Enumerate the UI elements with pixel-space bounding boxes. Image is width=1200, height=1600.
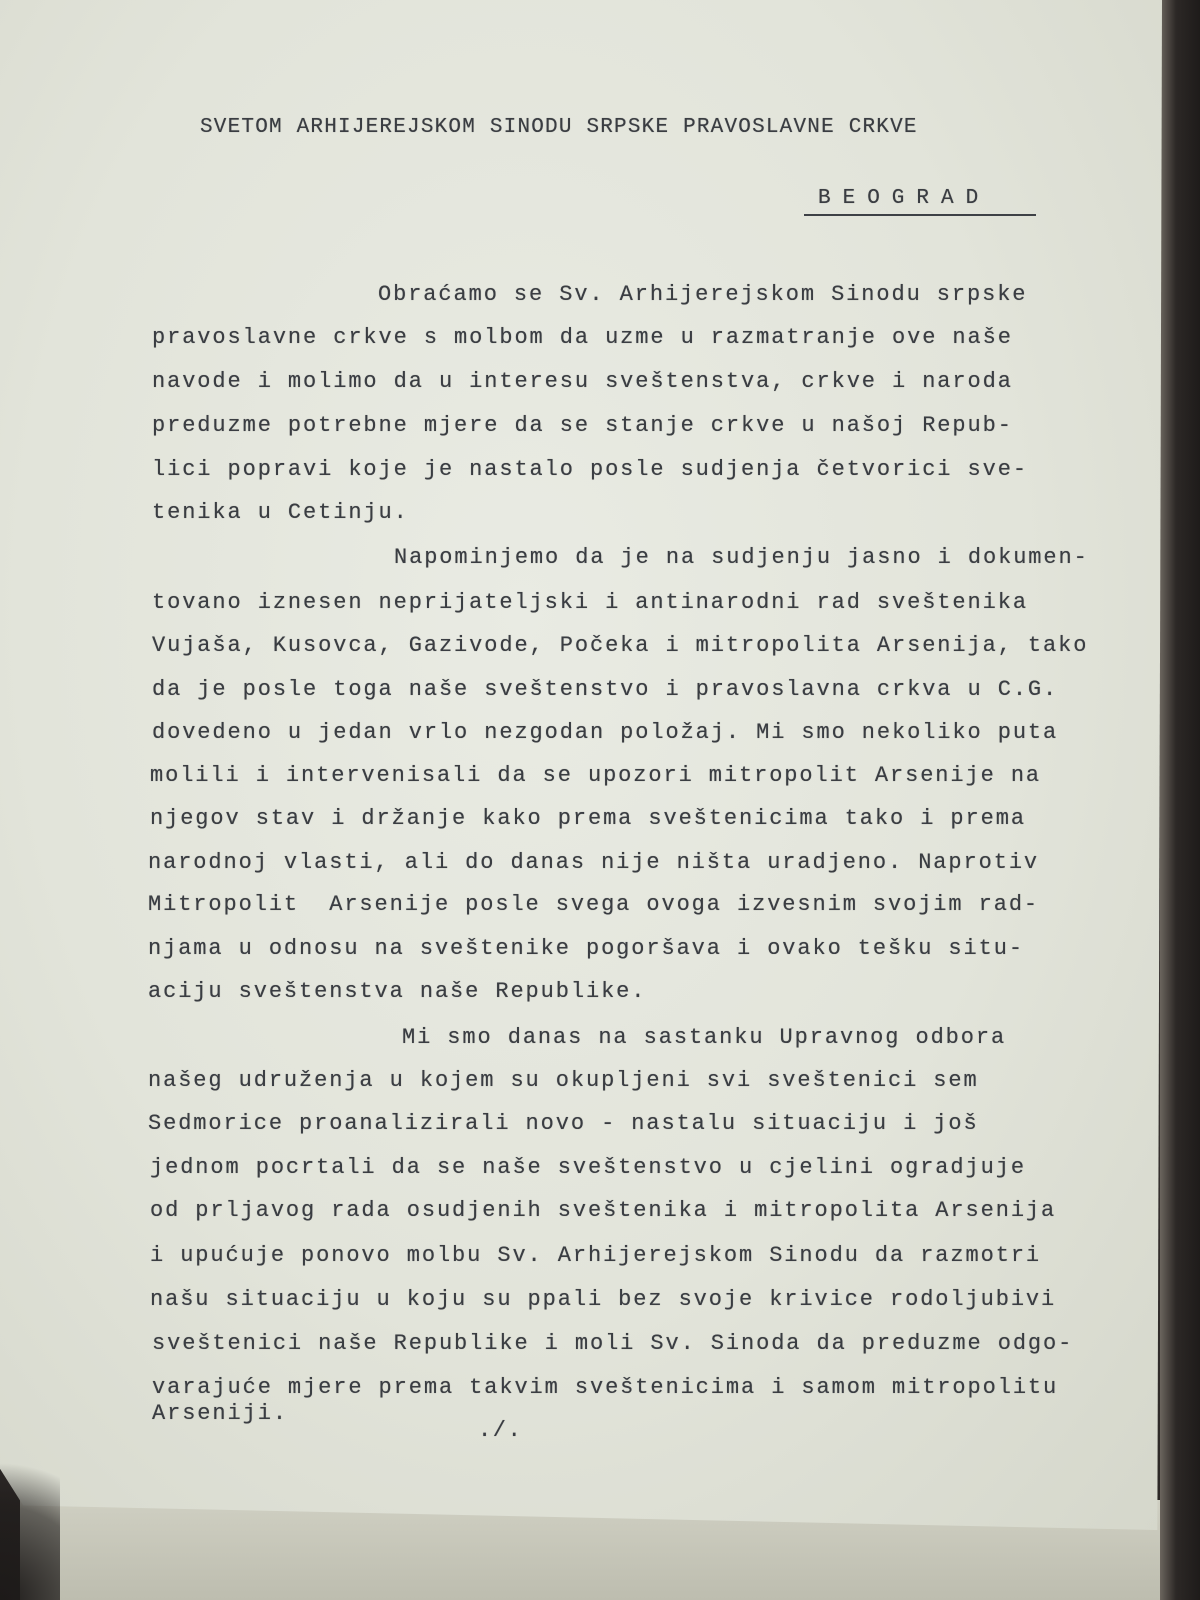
continuation-mark: ./. <box>478 1418 523 1443</box>
body-line: dovedeno u jedan vrlo nezgodan položaj. Mi smo nekoliko puta <box>152 720 1059 745</box>
city-underline <box>804 214 1036 216</box>
body-line: aciju sveštenstva naše Republike. <box>148 979 647 1004</box>
body-line: Mi smo danas na sastanku Upravnog odbora <box>402 1025 1007 1050</box>
body-line: narodnoj vlasti, ali do danas nije ništa uradjeno. Naprotiv <box>148 850 1040 875</box>
body-line: od prljavog rada osudjenih sveštenika i mitropolita Arsenija <box>150 1198 1057 1223</box>
body-line: našu situaciju u koju su ppali bez svoje krivice rodoljubivi <box>150 1287 1057 1312</box>
body-line: preduzme potrebne mjere da se stanje crkve u našoj Repub- <box>152 413 1013 438</box>
body-line: da je posle toga naše sveštenstvo i pravoslavna crkva u C.G. <box>152 677 1059 702</box>
body-line: Sedmorice proanalizirali novo - nastalu situaciju i još <box>148 1111 979 1136</box>
body-line: pravoslavne crkve s molbom da uzme u razmatranje ove naše <box>152 325 1013 350</box>
body-line: tenika u Cetinju. <box>152 500 409 525</box>
body-line: Mitropolit Arsenije posle svega ovoga izvesnim svojim rad- <box>148 892 1040 917</box>
body-line: našeg udruženja u kojem su okupljeni svi sveštenici sem <box>148 1068 979 1093</box>
body-line: njama u odnosu na sveštenike pogoršava i ovako tešku situ- <box>148 936 1024 961</box>
body-line: Obraćamo se Sv. Arhijerejskom Sinodu srpske <box>378 282 1028 307</box>
corner-shadow <box>0 1440 60 1600</box>
body-line: navode i molimo da u interesu sveštenstva, crkve i naroda <box>152 369 1013 394</box>
body-line: lici popravi koje je nastalo posle sudjenja četvorici sve- <box>152 457 1028 482</box>
body-line: njegov stav i držanje kako prema sveštenicima tako i prema <box>150 806 1026 831</box>
body-line: sveštenici naše Republike i moli Sv. Sinoda da preduzme odgo- <box>152 1331 1074 1356</box>
body-line: varajuće mjere prema takvim sveštenicima i samom mitropolitu <box>152 1375 1059 1400</box>
body-line: jednom pocrtali da se naše sveštenstvo u cjelini ogradjuje <box>150 1155 1026 1180</box>
body-line: molili i intervenisali da se upozori mitropolit Arsenije na <box>150 763 1042 788</box>
body-line: Napominjemo da je na sudjenju jasno i dokumen- <box>394 545 1089 570</box>
binder-edge <box>1160 0 1200 1600</box>
body-line: Arseniji. <box>152 1401 288 1426</box>
letter-heading: SVETOM ARHIJEREJSKOM SINODU SRPSKE PRAVOSLAVNE CRKVE <box>200 116 918 139</box>
body-line: Vujaša, Kusovca, Gazivode, Počeka i mitropolita Arsenija, tako <box>152 633 1089 658</box>
letter-city: BEOGRAD <box>818 187 991 210</box>
body-line: i upućuje ponovo molbu Sv. Arhijerejskom Sinodu da razmotri <box>150 1243 1042 1268</box>
body-line: tovano iznesen neprijateljski i antinarodni rad sveštenika <box>152 590 1028 615</box>
